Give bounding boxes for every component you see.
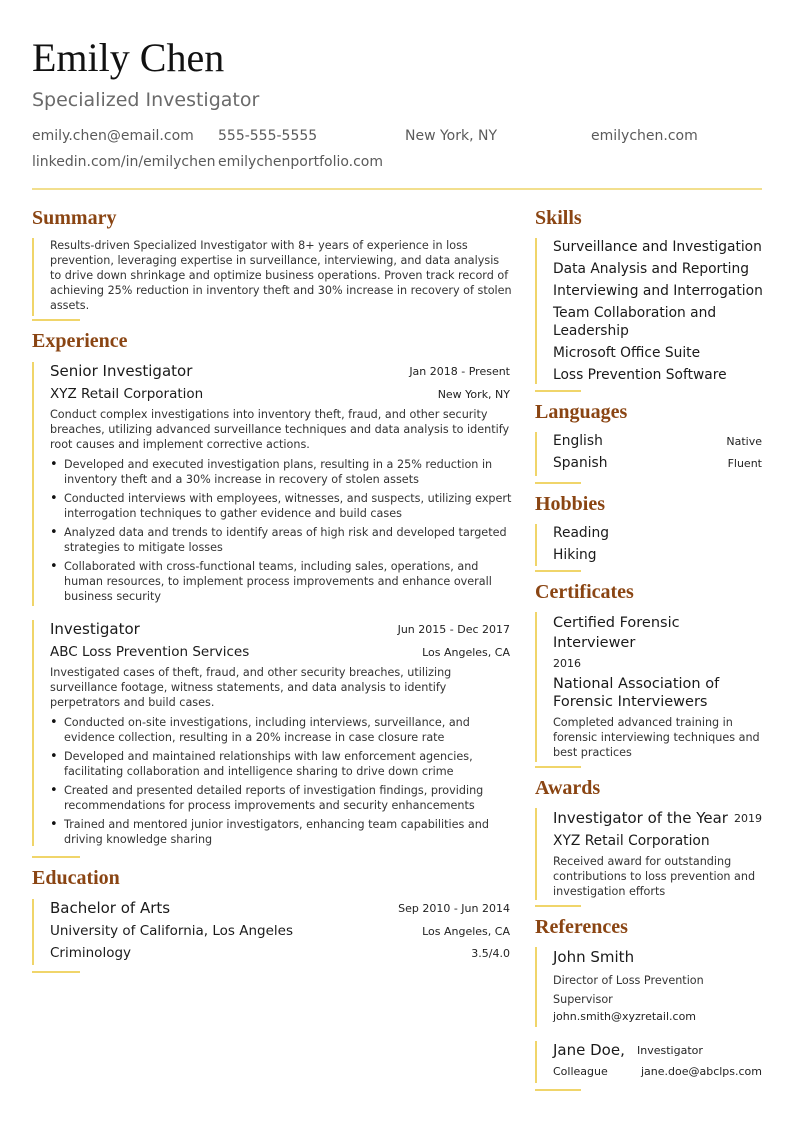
education-underline — [32, 971, 80, 973]
job-bar — [32, 362, 34, 606]
education-school: University of California, Los Angeles — [50, 923, 294, 939]
summary-heading: Summary — [32, 207, 117, 229]
candidate-name: Emily Chen — [32, 35, 225, 80]
skills-heading: Skills — [535, 207, 582, 229]
header-divider — [32, 188, 762, 190]
job-description: Conduct complex investigations into inventory theft, fraud, and other security breaches, utilizing advanced surveillance techniques and data analysis to identify root causes and implement corrective actions. — [50, 408, 510, 451]
language-level: Native — [726, 435, 762, 448]
certificate-name: Certified Forensic Interviewer — [553, 615, 680, 651]
certificates-heading: Certificates — [535, 581, 634, 603]
awards-heading: Awards — [535, 777, 601, 799]
language-level: Fluent — [727, 457, 762, 470]
certificate-detail: Completed advanced training in forensic interviewing techniques and best practices — [553, 716, 760, 759]
award-description: Received award for outstanding contributions to loss prevention and investigation efforts — [553, 855, 756, 898]
award-year: 2019 — [734, 812, 762, 825]
hobbies-heading: Hobbies — [535, 493, 606, 515]
education-dates: Sep 2010 - Jun 2014 — [398, 902, 510, 915]
contact-linkedin[interactable]: linkedin.com/in/emilychen — [32, 154, 216, 170]
certificate-year: 2016 — [553, 657, 581, 670]
hobbies-underline — [535, 570, 581, 572]
contact-email[interactable]: emily.chen@email.com — [32, 128, 194, 144]
contact-phone: 555-555-5555 — [218, 128, 318, 144]
job-bar — [32, 620, 34, 846]
award-org: XYZ Retail Corporation — [553, 833, 710, 849]
job-role: Senior Investigator — [50, 362, 193, 380]
summary-bar — [32, 238, 34, 316]
language-name: Spanish — [553, 455, 608, 471]
reference-position: Director of Loss Prevention Supervisor — [553, 974, 704, 1006]
skill-item: Data Analysis and Reporting — [553, 261, 749, 277]
languages-underline — [535, 482, 581, 484]
languages-bar — [535, 432, 537, 476]
hobby-item: Reading — [553, 525, 610, 541]
job-bullets — [50, 715, 512, 851]
job-description: Investigated cases of theft, fraud, and other security breaches, utilizing surveillance footage, witness statements, and data analysis to identify perpetrators and build cases. — [50, 666, 452, 709]
reference-bar — [535, 947, 537, 1027]
job-bullet: • Analyzed data and trends to identify areas of high risk and developed targeted strategies to mitigate losses — [50, 525, 512, 555]
contact-location: New York, NY — [405, 128, 498, 144]
references-heading: References — [535, 916, 628, 938]
reference-email[interactable]: jane.doe@abclps.com — [640, 1065, 762, 1078]
reference-name: John Smith — [553, 948, 635, 966]
skills-underline — [535, 390, 581, 392]
job-bullet: • Collaborated with cross-functional teams, including sales, operations, and human resources, to implement process improvements and enhance overall business security — [50, 559, 512, 604]
skill-item: Loss Prevention Software — [553, 367, 727, 383]
contact-portfolio[interactable]: emilychenportfolio.com — [218, 154, 384, 170]
reference-name: Jane Doe, — [553, 1041, 625, 1059]
reference-bar — [535, 1041, 537, 1083]
references-underline — [535, 1089, 581, 1091]
certificates-bar — [535, 612, 537, 762]
job-bullet: • Conducted on-site investigations, including interviews, surveillance, and evidence collection, resulting in a 20% increase in case closure rate — [50, 715, 512, 745]
job-bullets — [50, 457, 512, 608]
skill-item: Team Collaboration and Leadership — [553, 305, 717, 339]
reference-email[interactable]: john.smith@xyzretail.com — [553, 1010, 697, 1023]
job-location: New York, NY — [437, 388, 510, 401]
skill-item: Surveillance and Investigation — [553, 239, 762, 255]
awards-underline — [535, 905, 581, 907]
education-location: Los Angeles, CA — [422, 925, 510, 938]
reference-position: Investigator — [637, 1044, 703, 1057]
contact-website[interactable]: emilychen.com — [591, 128, 698, 144]
job-company: ABC Loss Prevention Services — [50, 644, 250, 660]
award-title: Investigator of the Year — [553, 809, 728, 827]
hobby-item: Hiking — [553, 547, 597, 563]
awards-bar — [535, 808, 537, 900]
summary-underline — [32, 319, 80, 321]
job-location: Los Angeles, CA — [422, 646, 510, 659]
skill-item: Interviewing and Interrogation — [553, 283, 763, 299]
education-gpa: 3.5/4.0 — [471, 947, 510, 960]
education-bar — [32, 899, 34, 965]
job-bullet: • Developed and executed investigation plans, resulting in a 25% reduction in inventory theft and a 30% increase in recovery of stolen assets — [50, 457, 512, 487]
education-heading: Education — [32, 867, 120, 889]
certificates-underline — [535, 766, 581, 768]
job-bullet: • Conducted interviews with employees, witnesses, and suspects, utilizing expert interrogation techniques to gather evidence and build cases — [50, 491, 512, 521]
summary-text: Results-driven Specialized Investigator with 8+ years of experience in loss prevention, leveraging expertise in surveillance, interviewing, and data analysis to drive down shrinkage and optimize business operations. Proven track record of achieving 25% reduction in inventory theft and 30% increase in recovery of stolen assets. — [50, 239, 512, 312]
job-dates: Jan 2018 - Present — [409, 365, 510, 378]
job-company: XYZ Retail Corporation — [50, 386, 204, 402]
hobbies-bar — [535, 524, 537, 566]
skill-item: Microsoft Office Suite — [553, 345, 701, 361]
candidate-title: Specialized Investigator — [32, 89, 260, 111]
language-name: English — [553, 433, 603, 449]
job-bullet: • Developed and maintained relationships with law enforcement agencies, facilitating collaboration and intelligence sharing to drive down crime — [50, 749, 512, 779]
experience-heading: Experience — [32, 330, 128, 352]
experience-underline — [32, 856, 80, 858]
reference-relation: Colleague — [553, 1065, 608, 1078]
job-role: Investigator — [50, 620, 140, 638]
skills-bar — [535, 238, 537, 384]
job-bullet: • Created and presented detailed reports of investigation findings, providing recommendations for process improvements and security enhancements — [50, 783, 512, 813]
education-degree: Bachelor of Arts — [50, 899, 171, 917]
education-field: Criminology — [50, 945, 132, 961]
job-bullet: • Trained and mentored junior investigators, enhancing team capabilities and driving knowledge sharing — [50, 817, 512, 847]
certificate-name: National Association of Forensic Interviewers — [553, 676, 720, 710]
languages-heading: Languages — [535, 401, 628, 423]
job-dates: Jun 2015 - Dec 2017 — [397, 623, 510, 636]
